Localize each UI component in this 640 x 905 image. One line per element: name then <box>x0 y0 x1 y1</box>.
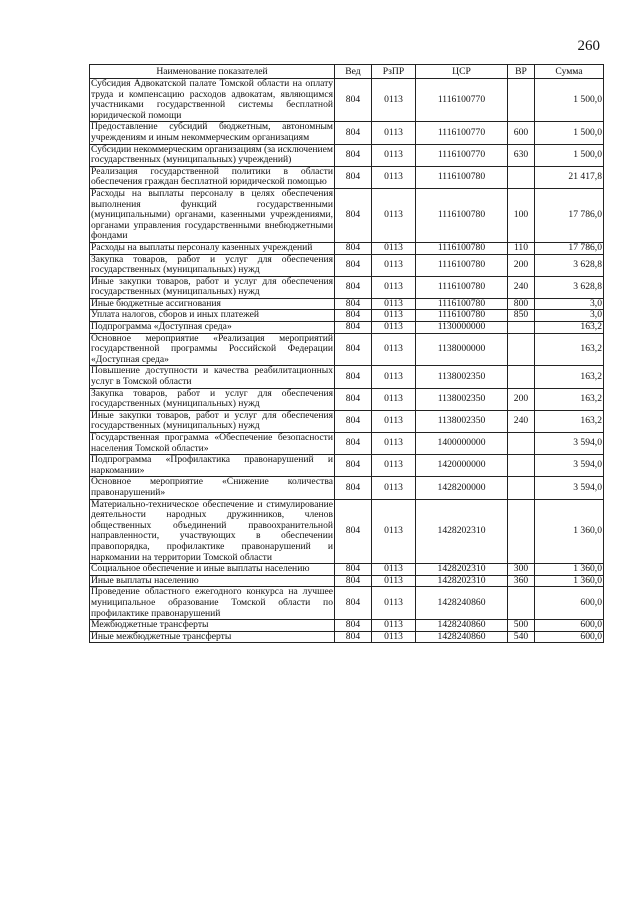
cell-sum: 21 417,8 <box>535 166 604 188</box>
cell-ved: 804 <box>335 310 372 322</box>
cell-vr: 850 <box>508 310 535 322</box>
cell-ved: 804 <box>335 276 372 298</box>
cell-sum: 17 786,0 <box>535 242 604 254</box>
cell-name: Подпрограмма «Профилактика правонарушений и наркомании» <box>91 454 333 476</box>
cell-rzpr: 0113 <box>372 254 416 276</box>
cell-name: Материально-техническое обеспечение и стимулирование деятельности народных дружинников, членов общественных объединений правоохранительной направленности, участвующих в обеспечении правопорядка, профилактике правонарушений и наркомании на территории Томской области <box>91 498 333 563</box>
cell-sum: 600,0 <box>535 620 604 632</box>
cell-sum: 1 360,0 <box>535 564 604 576</box>
cell-ved: 804 <box>335 477 372 499</box>
cell-csr: 1428240860 <box>416 620 508 632</box>
table-row <box>90 322 604 334</box>
table-row <box>90 242 604 254</box>
cell-rzpr: 0113 <box>372 276 416 298</box>
header-ved: Вед <box>335 65 372 79</box>
cell-sum: 163,2 <box>535 388 604 410</box>
table-row <box>90 276 604 298</box>
table-row <box>90 620 604 632</box>
cell-name: Иные бюджетные ассигнования <box>90 298 335 310</box>
cell-sum: 163,2 <box>535 322 604 334</box>
cell-rzpr: 0113 <box>372 188 416 242</box>
cell-rzpr: 0113 <box>372 144 416 166</box>
header-name: Наименование показателей <box>90 65 335 79</box>
cell-name: Основное мероприятие «Снижение количества правонарушений» <box>91 476 333 498</box>
cell-rzpr: 0113 <box>372 433 416 455</box>
cell-vr: 240 <box>508 410 535 432</box>
cell-csr: 1138002350 <box>416 366 508 388</box>
cell-csr: 1428202310 <box>416 564 508 576</box>
cell-ved: 804 <box>335 564 372 576</box>
cell-rzpr: 0113 <box>372 388 416 410</box>
cell-name: Расходы на выплаты персоналу казенных учреждений <box>90 242 335 254</box>
cell-csr: 1116100780 <box>416 298 508 310</box>
cell-vr: 600 <box>508 122 535 144</box>
cell-sum: 163,2 <box>535 333 604 366</box>
cell-rzpr: 0113 <box>372 122 416 144</box>
cell-vr: 200 <box>508 254 535 276</box>
table-row <box>90 254 604 276</box>
cell-sum: 3,0 <box>535 310 604 322</box>
cell-vr: 200 <box>508 388 535 410</box>
cell-name: Иные закупки товаров, работ и услуг для обеспечения государственных (муниципальных) нужд <box>91 275 333 298</box>
table-row <box>90 575 604 587</box>
table-row <box>90 564 604 576</box>
cell-csr: 1428202310 <box>416 499 508 564</box>
cell-rzpr: 0113 <box>372 166 416 188</box>
table-row <box>90 122 604 144</box>
cell-csr: 1138000000 <box>416 333 508 366</box>
table-row <box>90 388 604 410</box>
cell-rzpr: 0113 <box>372 564 416 576</box>
header-sum: Сумма <box>535 65 604 79</box>
cell-rzpr: 0113 <box>372 322 416 334</box>
table-row <box>90 188 604 242</box>
cell-name: Проведение областного ежегодного конкурса на лучшее муниципальное образование Томской области по профилактике правонарушений <box>91 586 333 619</box>
cell-csr: 1116100780 <box>416 242 508 254</box>
cell-ved: 804 <box>335 322 372 334</box>
cell-sum: 3 594,0 <box>535 477 604 499</box>
cell-name: Иные закупки товаров, работ и услуг для обеспечения государственных (муниципальных) нужд <box>91 409 333 432</box>
table-row <box>90 366 604 388</box>
budget-table <box>89 64 604 643</box>
cell-ved: 804 <box>335 388 372 410</box>
cell-vr <box>508 587 535 620</box>
table-body <box>90 79 604 643</box>
table-row <box>90 79 604 122</box>
cell-ved: 804 <box>335 366 372 388</box>
cell-sum: 3 628,8 <box>535 254 604 276</box>
cell-sum: 3 628,8 <box>535 276 604 298</box>
cell-csr: 1130000000 <box>416 322 508 334</box>
cell-name: Закупка товаров, работ и услуг для обеспечения государственных (муниципальных) нужд <box>91 253 333 276</box>
cell-sum: 163,2 <box>535 366 604 388</box>
cell-name: Субсидия Адвокатской палате Томской области на оплату труда и компенсацию расходов адвокатам, являющимся участниками государственной системы бесплатной юридической помощи <box>91 78 333 121</box>
table-row <box>90 587 604 620</box>
cell-name: Расходы на выплаты персоналу в целях обеспечения выполнения функций государственными (муниципальными) органами, казенными учреждениями, органами управления государственными внебюджетными фондами <box>91 187 333 242</box>
cell-csr: 1428240860 <box>416 631 508 643</box>
table-row <box>90 499 604 564</box>
table-row <box>90 410 604 432</box>
cell-vr: 100 <box>508 188 535 242</box>
table-row <box>90 310 604 322</box>
cell-name: Закупка товаров, работ и услуг для обеспечения государственных (муниципальных) нужд <box>91 387 333 410</box>
cell-csr: 1420000000 <box>416 455 508 477</box>
page-number: 260 <box>577 38 600 54</box>
cell-csr: 1116100780 <box>416 254 508 276</box>
cell-rzpr: 0113 <box>372 587 416 620</box>
cell-name: Повышение доступности и качества реабилитационных услуг в Томской области <box>91 365 333 388</box>
cell-vr <box>508 477 535 499</box>
cell-ved: 804 <box>335 499 372 564</box>
cell-sum: 17 786,0 <box>535 188 604 242</box>
cell-vr: 240 <box>508 276 535 298</box>
cell-csr: 1400000000 <box>416 433 508 455</box>
cell-vr <box>508 333 535 366</box>
cell-name: Социальное обеспечение и иные выплаты населению <box>90 564 335 576</box>
cell-sum: 3,0 <box>535 298 604 310</box>
cell-vr <box>508 455 535 477</box>
cell-name: Основное мероприятие «Реализация мероприятий государственной программы Российской Федерации «Доступная среда» <box>91 332 333 365</box>
cell-ved: 804 <box>335 144 372 166</box>
cell-name: Государственная программа «Обеспечение безопасности населения Томской области» <box>91 432 333 454</box>
cell-ved: 804 <box>335 455 372 477</box>
cell-csr: 1138002350 <box>416 388 508 410</box>
cell-sum: 1 500,0 <box>535 122 604 144</box>
cell-vr <box>508 166 535 188</box>
cell-vr <box>508 499 535 564</box>
table-row <box>90 433 604 455</box>
cell-csr: 1116100780 <box>416 166 508 188</box>
cell-sum: 1 360,0 <box>535 499 604 564</box>
table-row <box>90 477 604 499</box>
cell-rzpr: 0113 <box>372 79 416 122</box>
table-row <box>90 144 604 166</box>
header-csr: ЦСР <box>416 65 508 79</box>
table-header-row <box>90 65 604 79</box>
cell-name: Иные выплаты населению <box>90 575 335 587</box>
cell-sum: 1 360,0 <box>535 575 604 587</box>
cell-rzpr: 0113 <box>372 242 416 254</box>
cell-ved: 804 <box>335 433 372 455</box>
cell-vr: 110 <box>508 242 535 254</box>
cell-name: Межбюджетные трансферты <box>90 620 335 632</box>
cell-csr: 1116100770 <box>416 79 508 122</box>
cell-csr: 1138002350 <box>416 410 508 432</box>
cell-csr: 1428202310 <box>416 575 508 587</box>
cell-rzpr: 0113 <box>372 575 416 587</box>
cell-csr: 1116100780 <box>416 276 508 298</box>
cell-rzpr: 0113 <box>372 620 416 632</box>
cell-rzpr: 0113 <box>372 410 416 432</box>
cell-ved: 804 <box>335 166 372 188</box>
cell-ved: 804 <box>335 575 372 587</box>
cell-name: Реализация государственной политики в области обеспечения граждан бесплатной юридической помощью <box>91 165 333 188</box>
cell-vr: 800 <box>508 298 535 310</box>
cell-csr: 1116100780 <box>416 188 508 242</box>
header-vr: ВР <box>508 65 535 79</box>
cell-rzpr: 0113 <box>372 477 416 499</box>
table-row <box>90 166 604 188</box>
cell-sum: 163,2 <box>535 410 604 432</box>
cell-name: Иные межбюджетные трансферты <box>90 631 335 643</box>
cell-vr <box>508 322 535 334</box>
cell-vr: 630 <box>508 144 535 166</box>
cell-rzpr: 0113 <box>372 366 416 388</box>
cell-vr: 360 <box>508 575 535 587</box>
cell-ved: 804 <box>335 410 372 432</box>
cell-rzpr: 0113 <box>372 333 416 366</box>
cell-vr: 500 <box>508 620 535 632</box>
cell-ved: 804 <box>335 333 372 366</box>
cell-ved: 804 <box>335 242 372 254</box>
cell-sum: 3 594,0 <box>535 455 604 477</box>
cell-name: Подпрограмма «Доступная среда» <box>90 322 335 334</box>
table-row <box>90 298 604 310</box>
cell-sum: 600,0 <box>535 631 604 643</box>
cell-csr: 1428240860 <box>416 587 508 620</box>
cell-ved: 804 <box>335 298 372 310</box>
cell-ved: 804 <box>335 79 372 122</box>
cell-rzpr: 0113 <box>372 310 416 322</box>
table-row <box>90 631 604 643</box>
table-row <box>90 455 604 477</box>
cell-sum: 3 594,0 <box>535 433 604 455</box>
cell-ved: 804 <box>335 587 372 620</box>
cell-sum: 1 500,0 <box>535 144 604 166</box>
cell-sum: 600,0 <box>535 587 604 620</box>
cell-name: Предоставление субсидий бюджетным, автономным учреждениям и иным некоммерческим организациям <box>91 121 333 143</box>
cell-vr: 540 <box>508 631 535 643</box>
table-row <box>90 333 604 366</box>
cell-ved: 804 <box>335 254 372 276</box>
cell-name: Субсидии некоммерческим организациям (за исключением государственных (муниципальных) учреждений) <box>91 143 333 166</box>
cell-csr: 1428200000 <box>416 477 508 499</box>
cell-vr <box>508 366 535 388</box>
cell-ved: 804 <box>335 188 372 242</box>
header-rzpr: РзПР <box>372 65 416 79</box>
cell-name: Уплата налогов, сборов и иных платежей <box>90 310 335 322</box>
cell-rzpr: 0113 <box>372 298 416 310</box>
cell-csr: 1116100780 <box>416 310 508 322</box>
cell-rzpr: 0113 <box>372 499 416 564</box>
cell-vr <box>508 79 535 122</box>
cell-sum: 1 500,0 <box>535 79 604 122</box>
cell-vr: 300 <box>508 564 535 576</box>
cell-rzpr: 0113 <box>372 455 416 477</box>
cell-vr <box>508 433 535 455</box>
cell-rzpr: 0113 <box>372 631 416 643</box>
cell-ved: 804 <box>335 620 372 632</box>
cell-ved: 804 <box>335 122 372 144</box>
cell-csr: 1116100770 <box>416 144 508 166</box>
cell-csr: 1116100770 <box>416 122 508 144</box>
cell-ved: 804 <box>335 631 372 643</box>
